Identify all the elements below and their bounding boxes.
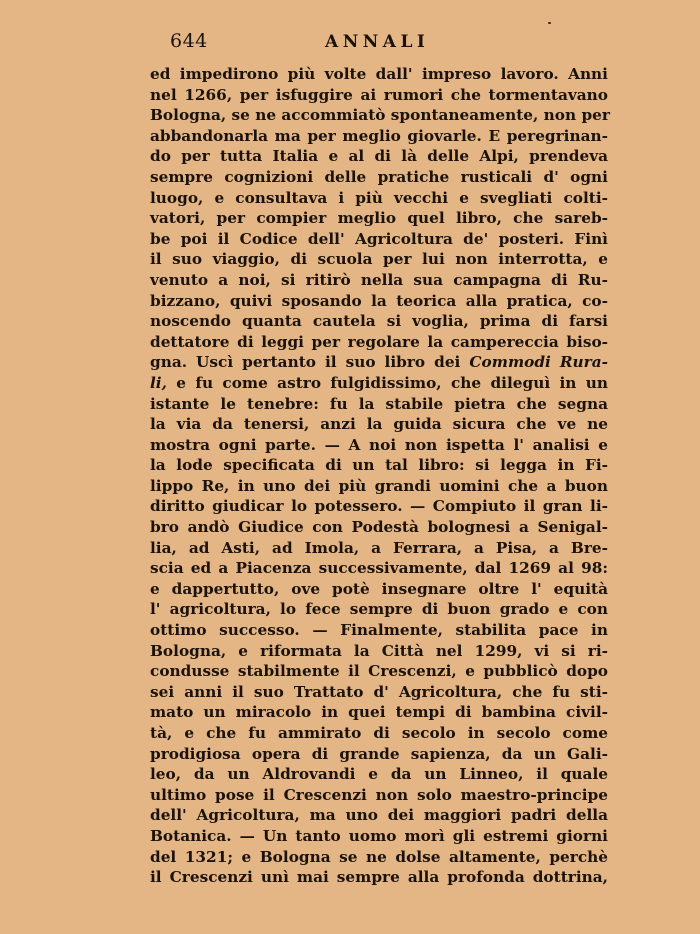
text-line: mato un miracolo in quei tempi di bambina civil- — [150, 703, 608, 722]
text-line: l' agricoltura, lo fece sempre di buon grado e con — [150, 600, 608, 619]
text-line: tà, e che fu ammirato di secolo in secolo come — [150, 724, 608, 742]
ink-speck — [548, 22, 551, 24]
text-line: lippo Re, in uno dei più grandi uomini che a buon — [150, 476, 608, 495]
text-line: sei anni il suo Trattato d' Agricoltura, che fu sti- — [150, 682, 608, 701]
text-line: dell' Agricoltura, ma uno dei maggiori padri della — [150, 806, 608, 825]
text-line: sempre cognizioni delle pratiche rusticali d' ogni — [150, 167, 608, 186]
text-line: Bologna, e riformata la Città nel 1299, vi si ri- — [150, 641, 608, 660]
text-run: e fu come astro fulgidissimo, che dileguì in un — [166, 373, 608, 392]
text-line: be poi il Codice dell' Agricoltura de' posteri. Finì — [150, 229, 608, 248]
text-line: dettatore di leggi per regolare la campereccia biso- — [150, 332, 608, 351]
text-line: condusse stabilmente il Crescenzi, e pubblicò dopo — [150, 662, 608, 681]
text-line: noscendo quanta cautela si voglia, prima di farsi — [150, 312, 608, 331]
text-line: leo, da un Aldrovandi e da un Linneo, il quale — [150, 765, 608, 784]
running-title: ANNALI — [325, 32, 430, 52]
text-line: Bologna, se ne accommiatò spontaneamente, non per — [150, 106, 610, 125]
text-line: do per tutta Italia e al di là delle Alpi, prendeva — [150, 147, 608, 166]
text-line: vatori, per compier meglio quel libro, che sareb- — [150, 209, 608, 228]
text-line: ottimo successo. — Finalmente, stabilita pace in — [150, 621, 608, 640]
text-run: gna. Uscì pertanto il suo libro dei — [150, 353, 470, 372]
text-line: ed impedirono più volte dall' impreso lavoro. Anni — [150, 65, 608, 83]
text-line: ultimo pose il Crescenzi non solo maestro-principe — [150, 785, 608, 804]
text-line: venuto a noi, si ritirò nella sua campagna di Ru- — [150, 270, 608, 289]
text-line: nel 1266, per isfuggire ai rumori che tormentavano — [150, 85, 608, 104]
book-title-italic: li, — [150, 373, 167, 392]
text-line: istante le tenebre: fu la stabile pietra che segna — [150, 394, 608, 413]
text-line: il suo viaggio, di scuola per lui non interrotta, e — [150, 250, 608, 269]
text-line: bizzano, quivi sposando la teorica alla pratica, co- — [150, 291, 608, 310]
text-line — [150, 352, 608, 373]
body-text — [150, 64, 608, 888]
page-number: 644 — [170, 30, 208, 52]
text-line: abbandonarla ma per meglio giovarle. E peregrinan- — [150, 126, 608, 145]
text-line: la lode specificata di un tal libro: si legga in Fi- — [150, 456, 608, 475]
text-line: bro andò Giudice con Podestà bolognesi a Senigal- — [150, 518, 608, 537]
text-line: scia ed a Piacenza successivamente, dal 1269 al 98: — [150, 559, 608, 578]
text-line: mostra ogni parte. — A noi non ispetta l' analisi e — [150, 435, 608, 454]
text-line: diritto giudicar lo potessero. — Compiuto il gran li- — [150, 497, 608, 516]
text-line: del 1321; e Bologna se ne dolse altamente, perchè — [150, 847, 608, 866]
page-header — [150, 30, 610, 54]
text-line: lia, ad Asti, ad Imola, a Ferrara, a Pisa, a Bre- — [150, 538, 608, 557]
text-line: Botanica. — Un tanto uomo morì gli estremi giorni — [150, 826, 608, 845]
text-line: luogo, e consultava i più vecchi e svegliati colti- — [150, 188, 608, 207]
text-line: la via da tenersi, anzi la guida sicura che ve ne — [150, 415, 608, 434]
book-title-italic: Commodi Rura- — [469, 353, 608, 372]
text-line — [150, 373, 608, 394]
text-line: e dappertutto, ove potè insegnare oltre l' equità — [150, 579, 608, 598]
text-line: il Crescenzi unì mai sempre alla profonda dottrina, — [150, 868, 608, 887]
text-line: prodigiosa opera di grande sapienza, da un Gali- — [150, 744, 608, 763]
